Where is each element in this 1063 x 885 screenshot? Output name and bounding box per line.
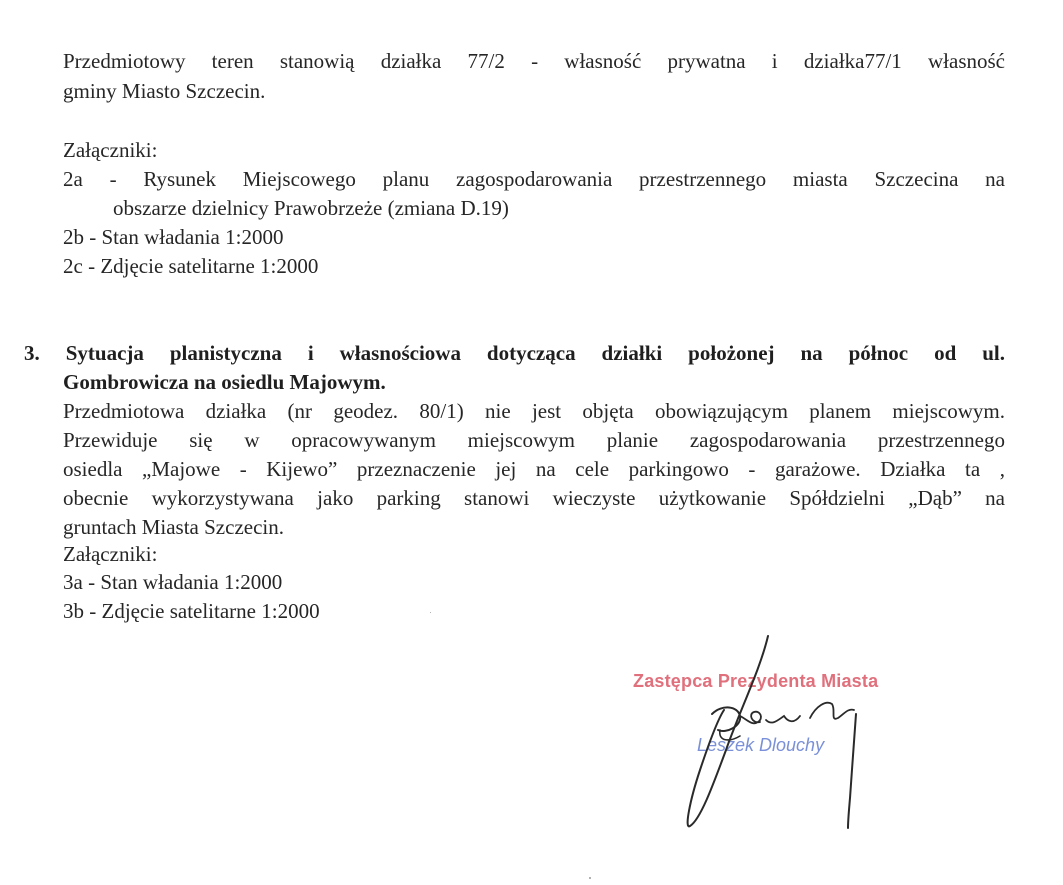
section-3-body-line-4: obecnie wykorzystywana jako parking stanowi wieczyste użytkowanie Spółdzielni „Dąb” na [63, 486, 1005, 510]
attachment-2b: 2b - Stan władania 1:2000 [63, 225, 284, 249]
section-3-body-line-5: gruntach Miasta Szczecin. [63, 515, 284, 539]
attachment-2c: 2c - Zdjęcie satelitarne 1:2000 [63, 254, 319, 278]
attachment-3b: 3b - Zdjęcie satelitarne 1:2000 [63, 599, 320, 623]
section-3-body-line-1: Przedmiotowa działka (nr geodez. 80/1) nie jest objęta obowiązującym planem miejscowym. [63, 399, 1005, 423]
section-3-body-line-2: Przewiduje się w opracowywanym miejscowym planie zagospodarowania przestrzennego [63, 428, 1005, 452]
stamp-name: Leszek Dlouchy [697, 735, 825, 755]
intro-paragraph-line-2: gminy Miasto Szczecin. [63, 79, 266, 103]
attachment-2a-line-1: 2a - Rysunek Miejscowego planu zagospodarowania przestrzennego miasta Szczecina na [63, 167, 1005, 191]
attachment-2a-line-2: obszarze dzielnicy Prawobrzeże (zmiana D.19) [113, 196, 509, 220]
scan-speck [430, 612, 431, 613]
section-3-heading-line-2: Gombrowicza na osiedlu Majowym. [63, 370, 386, 394]
attachments-heading: Załączniki: [63, 138, 158, 162]
scan-speck [589, 877, 591, 879]
intro-paragraph-line-1: Przedmiotowy teren stanowią działka 77/2 - własność prywatna i działka77/1 własność [63, 49, 1005, 73]
stamp-title: Zastępca Prezydenta Miasta [633, 671, 879, 691]
section-3-heading-line-1: 3. Sytuacja planistyczna i własnościowa dotycząca działki położonej na północ od ul. [24, 341, 1005, 365]
section-3-body-line-3: osiedla „Majowe - Kijewo” przeznaczenie jej na cele parkingowo - garażowe. Działka ta , [63, 457, 1005, 481]
attachment-3a: 3a - Stan władania 1:2000 [63, 570, 283, 594]
section-3-attachments-heading: Załączniki: [63, 542, 158, 566]
